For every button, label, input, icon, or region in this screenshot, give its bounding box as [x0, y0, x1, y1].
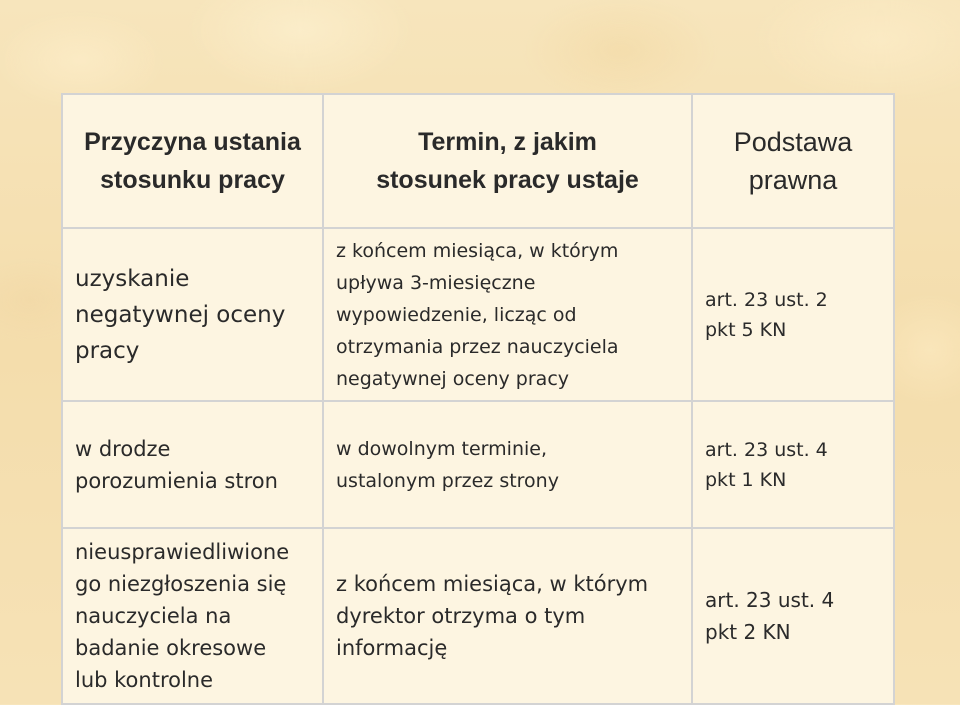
- legal-basis-text: art. 23 ust. 4 pkt 1 KN: [705, 438, 828, 491]
- term-cell: [323, 228, 692, 401]
- term-text: w dowolnym terminie, ustalonym przez strony: [336, 437, 559, 492]
- legal-basis-cell: [692, 401, 894, 528]
- legal-basis-cell: [692, 228, 894, 401]
- term-cell: [323, 528, 692, 704]
- header-cell-legal-basis: [692, 94, 894, 228]
- legal-basis-text: art. 23 ust. 2 pkt 5 KN: [705, 288, 828, 341]
- table-row: [62, 401, 894, 528]
- term-cell: [323, 401, 692, 528]
- header-legal-basis-text: Podstawa prawna: [733, 127, 853, 195]
- legal-basis-cell: [692, 528, 894, 704]
- term-text: z końcem miesiąca, w którym upływa 3-miesięczne wypowiedzenie, licząc od otrzymania przez nauczyciela negatywnej oceny pracy: [336, 239, 619, 390]
- legal-basis-text: art. 23 ust. 4 pkt 2 KN: [705, 588, 835, 644]
- reason-text: nieusprawiedliwione go niezgłoszenia się nauczyciela na badanie okresowe lub kontrolne: [75, 540, 290, 692]
- reason-cell: [62, 401, 323, 528]
- header-cell-term: [323, 94, 692, 228]
- reason-text: uzyskanie negatywnej oceny pracy: [75, 265, 286, 364]
- table-row: [62, 528, 894, 704]
- reason-cell: [62, 528, 323, 704]
- reason-text: w drodze porozumienia stron: [75, 436, 278, 493]
- term-text: z końcem miesiąca, w którym dyrektor otrzyma o tym informację: [336, 572, 649, 660]
- header-row: [62, 94, 894, 228]
- reason-cell: [62, 228, 323, 401]
- header-term-text: Termin, z jakim stosunek pracy ustaje: [376, 128, 639, 194]
- header-cell-reason: [62, 94, 323, 228]
- termination-table: [61, 93, 895, 705]
- header-reason-text: Przyczyna ustania stosunku pracy: [84, 128, 301, 194]
- table-row: [62, 228, 894, 401]
